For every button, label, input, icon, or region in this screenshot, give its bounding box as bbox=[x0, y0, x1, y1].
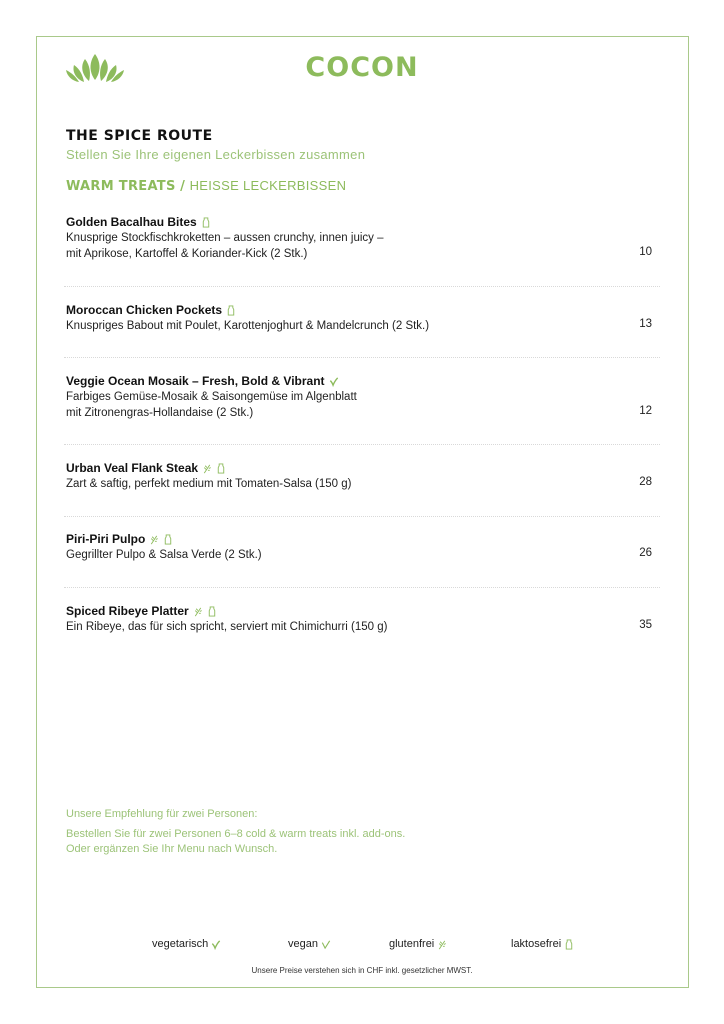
item-description: Knuspriges Babout mit Poulet, Karottenjoghurt & Mandelcrunch (2 Stk.) bbox=[66, 320, 430, 332]
item-name bbox=[66, 460, 656, 476]
item-description: Gegrillter Pulpo & Salsa Verde (2 Stk.) bbox=[66, 549, 262, 561]
lactose-free-icon bbox=[207, 606, 217, 617]
item-price: 28 bbox=[639, 476, 652, 488]
brand-name: COCON bbox=[305, 52, 419, 83]
menu-item bbox=[66, 302, 656, 334]
legend-vegetarian bbox=[152, 938, 221, 950]
menu-subtitle: Stellen Sie Ihre eigenen Leckerbissen zusammen bbox=[66, 147, 366, 162]
vegan-icon bbox=[321, 939, 331, 950]
item-name bbox=[66, 302, 656, 318]
item-name bbox=[66, 214, 656, 230]
gluten-free-icon bbox=[149, 534, 159, 545]
item-name-text: Urban Veal Flank Steak bbox=[66, 461, 199, 475]
item-description: Zart & saftig, perfekt medium mit Tomaten-Salsa (150 g) bbox=[66, 478, 352, 490]
menu-item bbox=[66, 531, 656, 563]
item-description: Farbiges Gemüse-Mosaik & Saisongemüse im Algenblatt mit Zitronengras-Hollandaise (2 Stk.) bbox=[66, 391, 357, 419]
legend-label: glutenfrei bbox=[389, 938, 435, 950]
item-price: 35 bbox=[639, 619, 652, 631]
menu-item bbox=[66, 373, 656, 421]
vegetarian-icon bbox=[329, 376, 339, 387]
menu-item bbox=[66, 214, 656, 262]
item-divider bbox=[64, 516, 660, 517]
item-name bbox=[66, 531, 656, 547]
item-price: 13 bbox=[639, 318, 652, 330]
item-price: 26 bbox=[639, 547, 652, 559]
recommendation-title: Unsere Empfehlung für zwei Personen: bbox=[66, 808, 258, 820]
price-note: Unsere Preise verstehen sich in CHF inkl. gesetzlicher MWST. bbox=[251, 966, 473, 975]
legend-label: vegetarisch bbox=[152, 938, 209, 950]
menu-title: THE SPICE ROUTE bbox=[66, 128, 213, 144]
item-name-text: Piri-Piri Pulpo bbox=[66, 532, 146, 546]
legend-label: vegan bbox=[288, 938, 318, 950]
vegetarian-icon bbox=[211, 939, 221, 950]
legend-vegan bbox=[288, 938, 331, 950]
legend-gluten-free bbox=[389, 938, 447, 950]
menu-item bbox=[66, 603, 656, 635]
item-divider bbox=[64, 444, 660, 445]
menu-item bbox=[66, 460, 656, 492]
item-divider bbox=[64, 587, 660, 588]
recommendation-text: Bestellen Sie für zwei Personen 6–8 cold & warm treats inkl. add-ons. Oder ergänzen Sie Ihr Menu nach Wunsch. bbox=[66, 828, 406, 855]
item-name bbox=[66, 603, 656, 619]
item-divider bbox=[64, 357, 660, 358]
legend-label: laktosefrei bbox=[511, 938, 562, 950]
item-divider bbox=[64, 286, 660, 287]
item-name-text: Spiced Ribeye Platter bbox=[66, 604, 189, 618]
gluten-free-icon bbox=[202, 463, 212, 474]
item-description: Knusprige Stockfischkroketten – aussen crunchy, innen juicy – mit Aprikose, Kartoffel & Koriander-Kick (2 Stk.) bbox=[66, 232, 384, 260]
gluten-free-icon bbox=[437, 939, 447, 950]
item-name-text: Golden Bacalhau Bites bbox=[66, 215, 197, 229]
lactose-free-icon bbox=[564, 939, 574, 950]
item-name bbox=[66, 373, 656, 389]
section-heading-en: WARM TREATS bbox=[66, 179, 176, 194]
gluten-free-icon bbox=[193, 606, 203, 617]
item-description: Ein Ribeye, das für sich spricht, serviert mit Chimichurri (150 g) bbox=[66, 621, 388, 633]
lactose-free-icon bbox=[201, 217, 211, 228]
lotus-icon bbox=[65, 50, 125, 84]
section-heading-de: HEISSE LECKERBISSEN bbox=[189, 178, 347, 193]
item-name-text: Moroccan Chicken Pockets bbox=[66, 303, 223, 317]
item-price: 12 bbox=[639, 405, 652, 417]
lactose-free-icon bbox=[216, 463, 226, 474]
item-price: 10 bbox=[639, 246, 652, 258]
lactose-free-icon bbox=[163, 534, 173, 545]
legend-lactose-free bbox=[511, 938, 574, 950]
section-heading-separator: / bbox=[180, 179, 186, 194]
section-heading bbox=[66, 178, 346, 194]
lactose-free-icon bbox=[226, 305, 236, 316]
item-name-text: Veggie Ocean Mosaik – Fresh, Bold & Vibrant bbox=[66, 374, 325, 388]
